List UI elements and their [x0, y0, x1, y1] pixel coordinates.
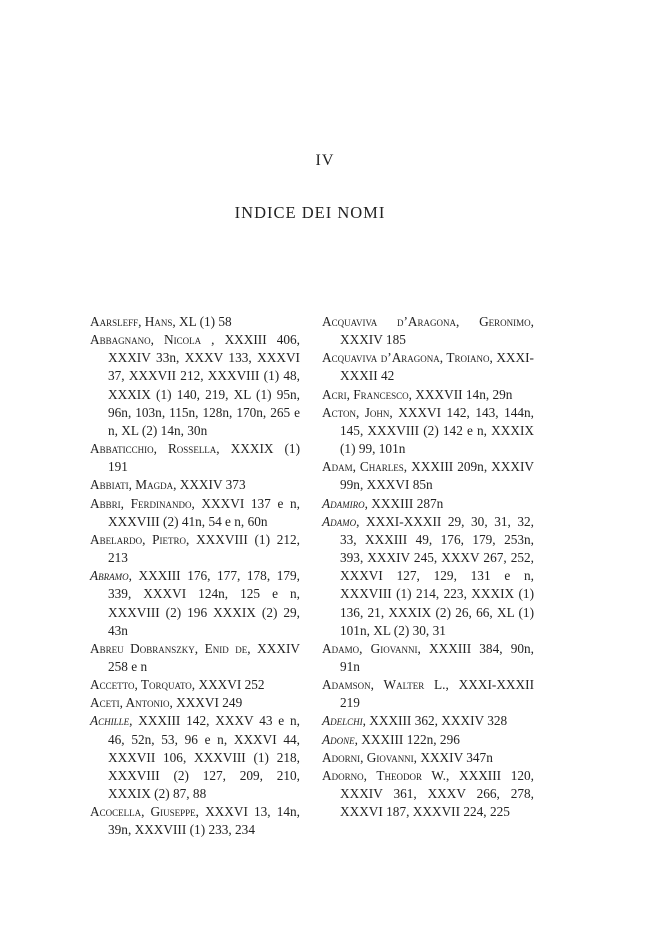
index-entry: [322, 712, 534, 730]
entry-references: XXXVII 14n, 29n: [411, 386, 513, 402]
entry-references: XXXVI 137 e n, XXXVIII (2) 41n, 54 e n, 60n: [108, 495, 300, 529]
index-entry: [90, 313, 300, 331]
index-entry: [90, 803, 300, 839]
index-column-left: [90, 313, 300, 840]
index-entry: [322, 313, 534, 349]
entry-references: XXXVIII (1) 212, 213: [108, 531, 300, 566]
entry-name: Acri, Francesco,: [322, 386, 412, 402]
entry-references: , XXXIII 362, XXXIV 328: [362, 713, 508, 729]
entry-name: Adelchi: [322, 713, 363, 729]
index-entry: [322, 767, 534, 821]
entry-name: Adone: [322, 731, 355, 747]
index-entry: [90, 476, 300, 494]
entry-references: XXXVI 249: [172, 695, 243, 711]
entry-name: Abelardo, Pietro,: [90, 531, 190, 547]
index-entry: [90, 331, 300, 440]
index-entry: [322, 749, 534, 767]
index-entry: [90, 712, 300, 803]
index-entry: [322, 404, 534, 458]
entry-name: Acquaviva d’Aragona, Troiano,: [322, 350, 493, 366]
entry-name: Adamo: [322, 513, 357, 529]
entry-name: Aceti, Antonio,: [90, 695, 173, 711]
index-entry: [90, 640, 300, 676]
entry-references: XXXVI 252: [195, 677, 265, 693]
entry-name: Abramo: [90, 568, 129, 584]
entry-name: Achille: [90, 713, 130, 729]
entry-references: XXXIII 120, XXXIV 361, XXXV 266, 278, XXXVI 187, XXXVII 224, 225: [340, 767, 534, 820]
entry-references: XXXI-XXXII 42: [340, 350, 534, 384]
entry-references: XXXIX (1) 191: [108, 441, 300, 475]
entry-name: Adorni, Giovanni,: [322, 749, 418, 765]
entry-references: , XXXIII 176, 177, 178, 179, 339, XXXVI 124n, 125 e n, XXXVIII (2) 196 XXXIX (2) 29, 43n: [108, 568, 300, 638]
index-entry: [322, 349, 534, 385]
entry-references: XL (1) 58: [175, 314, 232, 329]
entry-name: Acquaviva d’Aragona, Geronimo,: [322, 314, 534, 329]
entry-references: , XXXI-XXXII 29, 30, 31, 32, 33, XXXIII 49, 176, 179, 253n, 393, XXXIV 245, XXXV 267, 252, XXXVI 127, 129, 131 e n, XXXVIII (1) 214, 223, XXXIX (1) 136, 21, XXXIX (2) 26, 66, XL (1) 101n, XL (2) 30, 31: [340, 513, 534, 638]
index-entry: [322, 513, 534, 640]
entry-references: XXXVI 13, 14n, 39n, XXXVIII (1) 233, 234: [108, 804, 301, 838]
entry-references: , XXXIII 287n: [364, 495, 444, 511]
entry-name: Adamo, Giovanni,: [322, 640, 421, 656]
entry-references: , XXXIII 122n, 296: [354, 731, 460, 747]
index-entry: [322, 458, 534, 494]
entry-name: Abreu Dobranszky, Enid de,: [90, 640, 251, 656]
index-entry: [90, 567, 300, 640]
entry-name: Adorno, Theodor W.,: [322, 767, 450, 783]
index-entry: [322, 731, 534, 749]
entry-references: XXXIII 384, 90n, 91n: [340, 640, 534, 674]
entry-references: XXXI-XXXII 219: [340, 677, 534, 711]
index-column-right: [322, 313, 534, 821]
entry-name: Adamson, Walter L.,: [322, 677, 449, 693]
page-title: INDICE DEI NOMI: [234, 203, 386, 222]
entry-references: XXXIII 209n, XXXIV 99n, XXXVI 85n: [340, 459, 535, 493]
index-entry: [322, 386, 534, 404]
entry-name: Abbaticchio, Rossella,: [90, 441, 220, 457]
index-entry: [90, 495, 300, 531]
entry-name: Abbagnano, Nicola ,: [90, 332, 215, 348]
entry-name: Acocella, Giuseppe,: [90, 804, 199, 820]
entry-references: XXXIV 373: [176, 477, 246, 493]
index-entry: [90, 440, 300, 476]
entry-references: , XXXIII 142, XXXV 43 e n, 46, 52n, 53, 96 e n, XXXVI 44, XXXVII 106, XXXVIII (1) 218, XXXVIII (2) 127, 209, 210, XXXIX (2) 87, 88: [108, 713, 300, 802]
entry-name: Abbri, Ferdinando,: [90, 495, 195, 511]
entry-references: XXXVI 142, 143, 144n, 145, XXXVIII (2) 142 e n, XXXIX (1) 99, 101n: [340, 404, 534, 457]
index-entry: [322, 676, 534, 712]
entry-references: XXXIV 347n: [417, 749, 493, 765]
entry-name: Adam, Charles,: [322, 459, 408, 475]
index-entry: [322, 640, 534, 676]
entry-name: Abbiati, Magda,: [90, 477, 177, 493]
entry-references: XXXIV 185: [340, 332, 406, 348]
entry-references: XXXIV 258 e n: [108, 640, 300, 674]
entry-name: Accetto, Torquato,: [90, 677, 196, 693]
chapter-numeral: IV: [315, 152, 335, 169]
index-entry: [322, 495, 534, 513]
entry-name: Acton, John,: [322, 404, 393, 420]
entry-name: Adamiro: [322, 495, 365, 511]
index-entry: [90, 676, 300, 694]
entry-name: Aarsleff, Hans,: [90, 314, 176, 329]
entry-references: XXXIII 406, XXXIV 33n, XXXV 133, XXXVI 37, XXXVII 212, XXXVIII (1) 48, XXXIX (1) 140, 219, XL (1) 95n, 96n, 103n, 115n, 128n, 170n, 265 e n, XL (2) 14n, 30n: [108, 332, 300, 438]
index-entry: [90, 531, 300, 567]
index-entry: [90, 694, 300, 712]
